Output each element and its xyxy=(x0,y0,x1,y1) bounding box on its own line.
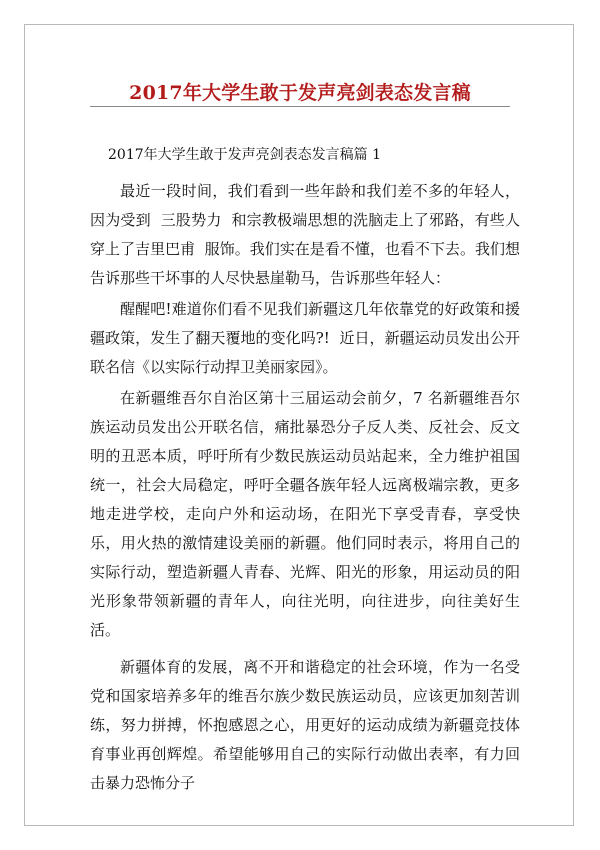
title-divider xyxy=(90,106,510,107)
section-heading: 2017年大学生敢于发声亮剑表态发言稿篇 1 xyxy=(108,147,381,163)
paragraph-2: 醒醒吧!难道你们看不见我们新疆这几年依靠党的好政策和援疆政策，发生了翻天覆地的变化吗?! 近日，新疆运动员发出公开联名信《以实际行动捍卫美丽家园》。 xyxy=(90,300,520,376)
document-title: 2017年大学生敢于发声亮剑表态发言稿 xyxy=(129,82,471,104)
paragraph-1: 最近一段时间，我们看到一些年龄和我们差不多的年轻人，因为受到 三股势力 和宗教极端思想的洗脑走上了邪路，有些人穿上了吉里巴甫 服饰。我们实在是看不懂，也看不下去。我们想告诉那些干坏事的人尽快悬崖勒马，告诉那些年轻人： xyxy=(90,182,520,287)
paragraph-4: 新疆体育的发展，离不开和谐稳定的社会环境，作为一名受党和国家培养多年的维吾尔族少数民族运动员，应该更加刻苦训练，努力拼搏，怀抱感恩之心，用更好的运动成绩为新疆竞技体育事业再创辉煌。希望能够用自己的实际行动做出表率，有力回击暴力恐怖分子 xyxy=(90,658,520,792)
paragraph-3: 在新疆维吾尔自治区第十三届运动会前夕，7 名新疆维吾尔族运动员发出公开联名信，痛批暴恐分子反人类、反社会、反文明的丑恶本质，呼吁所有少数民族运动员站起来，全力维护祖国统一，社会大局稳定，呼吁全疆各族年轻人远离极端宗教，更多地走进学校，走向户外和运动场，在阳光下享受青春，享受快乐，用火热的激情建设美丽的新疆。他们同时表示，将用自己的实际行动，塑造新疆人青春、光辉、阳光的形象，用运动员的阳光形象带领新疆的青年人，向往光明，向往进步，向往美好生活。 xyxy=(90,389,520,639)
document-body xyxy=(90,144,520,806)
